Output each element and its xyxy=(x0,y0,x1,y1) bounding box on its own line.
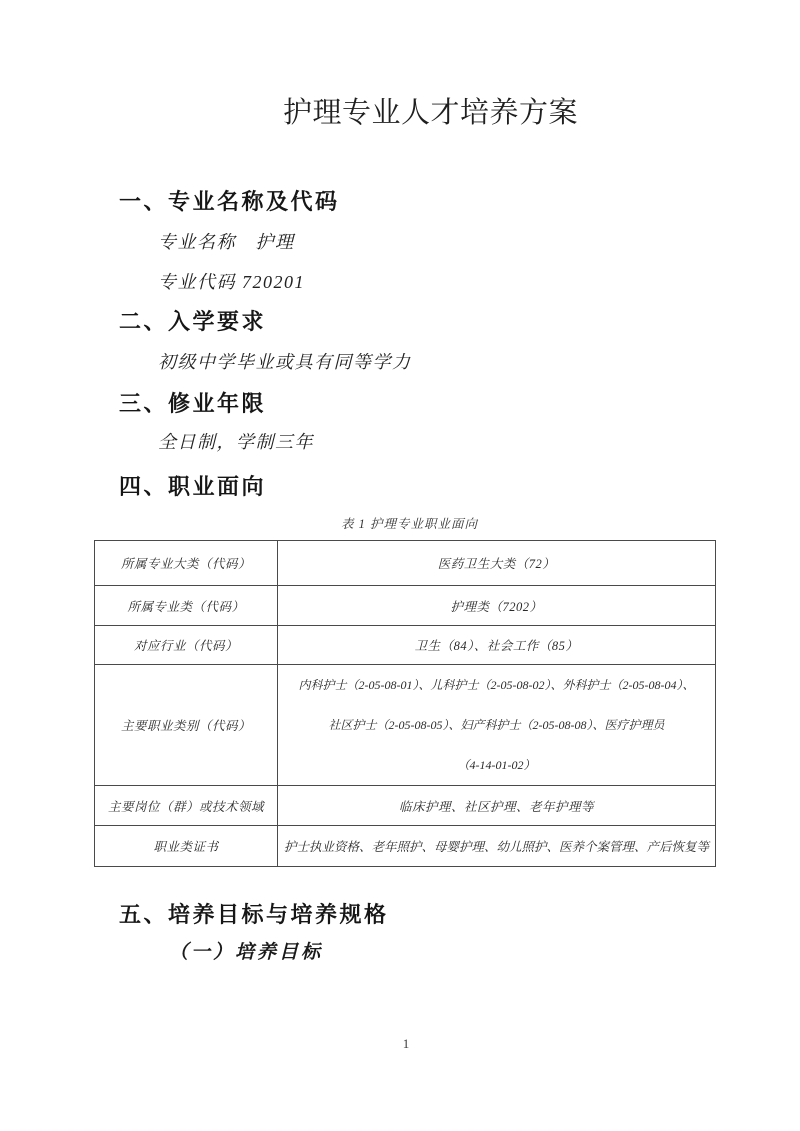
table-value-cell: 医药卫生大类（72） xyxy=(278,541,716,586)
table-label-cell: 主要职业类别（代码） xyxy=(95,665,278,786)
table-value-line: （4-14-01-02） xyxy=(457,758,536,772)
table-value-line: 社区护士（2-05-08-05）、妇产科护士（2-05-08-08）、医疗护理员 xyxy=(328,718,665,732)
table-value-cell xyxy=(278,665,716,786)
body-text-major-name: 专业名称 护理 xyxy=(158,232,295,252)
table-row xyxy=(95,541,716,586)
section-heading-1: 一、专业名称及代码 xyxy=(119,189,340,214)
table-label-cell: 所属专业大类（代码） xyxy=(95,541,278,586)
page-number: 1 xyxy=(402,1036,410,1051)
body-text-study-duration: 全日制，学制三年 xyxy=(158,432,314,452)
table-label-cell: 职业类证书 xyxy=(95,826,278,867)
occupation-table xyxy=(94,540,716,867)
table-row xyxy=(95,626,716,665)
table-value-cell: 卫生（84）、社会工作（85） xyxy=(278,626,716,665)
table-label-cell: 对应行业（代码） xyxy=(95,626,278,665)
table-row xyxy=(95,665,716,786)
table-caption: 表 1 护理专业职业面向 xyxy=(340,517,478,531)
table-row xyxy=(95,586,716,626)
section-heading-2: 二、入学要求 xyxy=(119,309,267,334)
body-text-entry-requirement: 初级中学毕业或具有同等学力 xyxy=(158,352,412,372)
table-label-cell: 主要岗位（群）或技术领域 xyxy=(95,786,278,826)
table-value-cell: 护理类（7202） xyxy=(278,586,716,626)
section-heading-3: 三、修业年限 xyxy=(119,391,267,416)
table-value-cell: 临床护理、社区护理、老年护理等 xyxy=(278,786,716,826)
document-title: 护理专业人才培养方案 xyxy=(282,97,578,129)
table-row xyxy=(95,786,716,826)
table-value-line: 内科护士（2-05-08-01）、儿科护士（2-05-08-02）、外科护士（2-05-08-04）、 xyxy=(298,678,695,692)
sub-section-heading: （一）培养目标 xyxy=(169,942,324,963)
table-row xyxy=(95,826,716,867)
section-heading-4: 四、职业面向 xyxy=(119,474,267,499)
table-label-cell: 所属专业类（代码） xyxy=(95,586,278,626)
table-value-cell: 护士执业资格、老年照护、母婴护理、幼儿照护、医养个案管理、产后恢复等 xyxy=(278,826,716,867)
body-text-major-code: 专业代码 720201 xyxy=(158,272,305,292)
section-heading-5: 五、培养目标与培养规格 xyxy=(119,902,389,927)
